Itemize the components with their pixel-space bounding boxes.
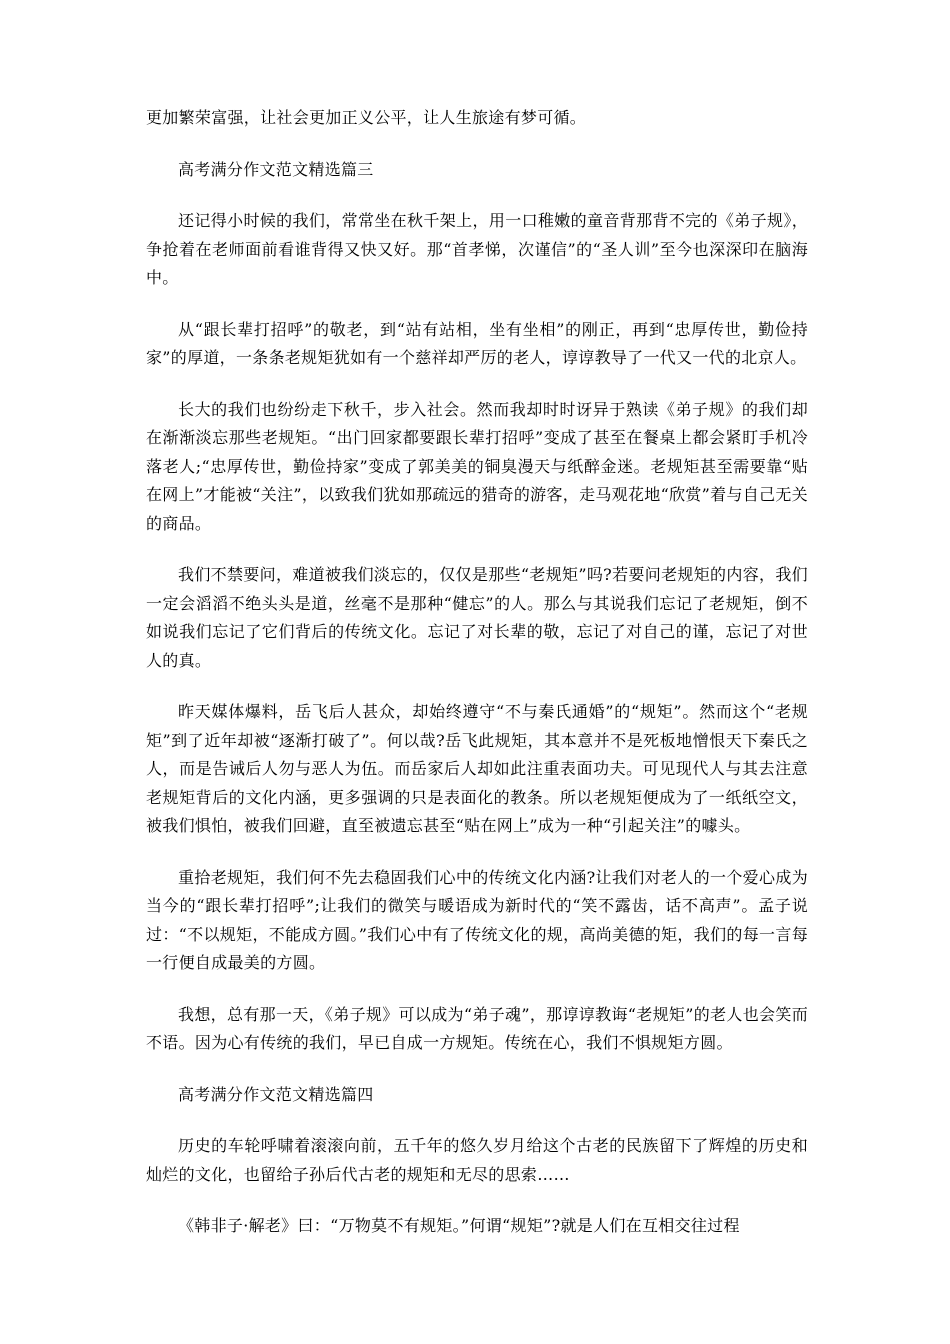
document-page	[146, 104, 808, 1264]
paragraph: 《韩非子·解老》曰：“万物莫不有规矩。”何谓“规矩”?就是人们在互相交往过程	[178, 1216, 740, 1235]
paragraph: 历史的车轮呼啸着滚滚向前，五千年的悠久岁月给这个古老的民族留下了辉煌的历史和灿烂的文化，也留给子孙后代古老的规矩和无尽的思索……	[146, 1136, 808, 1184]
paragraph: 昨天媒体爆料，岳飞后人甚众，却始终遵守“不与秦氏通婚”的“规矩”。然而这个“老规矩”到了近年却被“逐渐打破了”。何以哉?岳飞此规矩，其本意并不是死板地憎恨天下秦氏之人，而是告诫后人勿与恶人为伍。而岳家后人却如此注重表面功夫。可见现代人与其去注意老规矩背后的文化内涵，更多强调的只是表面化的教条。所以老规矩便成为了一纸纸空文，被我们惧怕，被我们回避，直至被遗忘甚至“贴在网上”成为一种“引起关注”的噱头。	[146, 702, 808, 835]
paragraph: 更加繁荣富强，让社会更加正义公平，让人生旅途有梦可循。	[146, 108, 587, 127]
paragraph: 从“跟长辈打招呼”的敬老，到“站有站相，坐有坐相”的刚正，再到“忠厚传世，勤俭持家”的厚道，一条条老规矩犹如有一个慈祥却严厉的老人，谆谆教导了一代又一代的北京人。	[146, 319, 808, 367]
paragraph: 长大的我们也纷纷走下秋千，步入社会。然而我却时时讶异于熟读《弟子规》的我们却在渐渐淡忘那些老规矩。“出门回家都要跟长辈打招呼”变成了甚至在餐桌上都会紧盯手机冷落老人;“忠厚传世，勤俭持家”变成了郭美美的铜臭漫天与纸醉金迷。老规矩甚至需要靠“贴在网上”才能被“关注”，以致我们犹如那疏远的猎奇的游客，走马观花地“欣赏”着与自己无关的商品。	[146, 399, 808, 533]
paragraph: 重拾老规矩，我们何不先去稳固我们心中的传统文化内涵?让我们对老人的一个爱心成为当今的“跟长辈打招呼”;让我们的微笑与暖语成为新时代的“笑不露齿，话不高声”。孟子说过：“不以规矩，不能成方圆。”我们心中有了传统文化的规，高尚美德的矩，我们的每一言每一行便自成最美的方圆。	[146, 867, 808, 972]
section-heading: 高考满分作文范文精选篇三	[178, 159, 374, 179]
paragraph: 我想，总有那一天，《弟子规》可以成为“弟子魂”，那谆谆教诲“老规矩”的老人也会笑而不语。因为心有传统的我们，早已自成一方规矩。传统在心，我们不惧规矩方圆。	[146, 1004, 808, 1052]
section-heading: 高考满分作文范文精选篇四	[178, 1084, 374, 1104]
paragraph: 还记得小时候的我们，常常坐在秋千架上，用一口稚嫩的童音背那背不完的《弟子规》，争抢着在老师面前看谁背得又快又好。那“首孝悌，次谨信”的“圣人训”至今也深深印在脑海中。	[146, 211, 808, 287]
paragraph: 我们不禁要问，难道被我们淡忘的，仅仅是那些“老规矩”吗?若要问老规矩的内容，我们一定会滔滔不绝头头是道，丝毫不是那种“健忘”的人。那么与其说我们忘记了老规矩，倒不如说我们忘记了它们背后的传统文化。忘记了对长辈的敬，忘记了对自己的谨，忘记了对世人的真。	[146, 565, 808, 670]
